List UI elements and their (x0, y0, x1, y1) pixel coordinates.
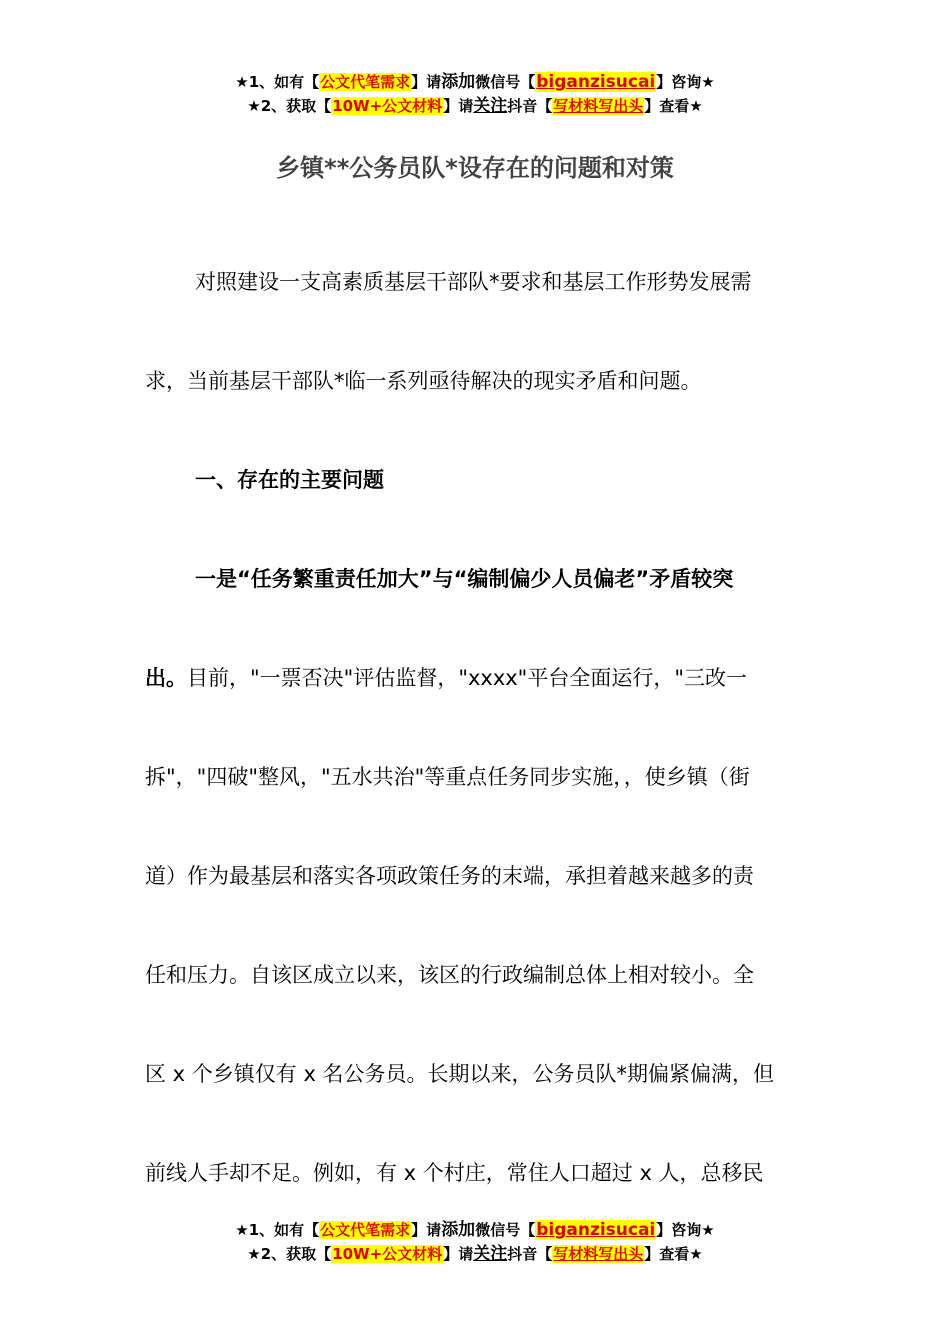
text-line: 前线人手却不足。例如，有 x 个村庄，常住人口超过 x 人，总移民 (145, 1161, 764, 1185)
bold-lead: 出。 (145, 666, 187, 690)
text-line: 一是“任务繁重责任加大”与“编制偏少人员偏老”矛盾较突 (195, 567, 734, 591)
banner-text: 】查看★ (644, 97, 703, 115)
document-body (145, 233, 807, 1223)
banner-highlight: 公文代笔需求 (320, 73, 411, 91)
heading-text: 一、存在的主要问题 (195, 468, 384, 492)
banner-text: 】请 (443, 1245, 474, 1263)
banner-text: 抖音【 (507, 1245, 553, 1263)
top-banner (0, 70, 950, 118)
banner-text: 】请 (443, 97, 474, 115)
banner-emphasis: 关注 (473, 96, 508, 116)
bottom-banner (0, 1218, 950, 1266)
banner-line-1 (0, 1218, 950, 1242)
banner-text: 】咨询★ (656, 1221, 715, 1239)
banner-line-1 (0, 70, 950, 94)
banner-emphasis: 关注 (473, 1244, 508, 1264)
banner-emphasis: 添加 (441, 72, 476, 92)
banner-douyin-id: 写材料写出头 (553, 97, 644, 115)
banner-line-2 (0, 1242, 950, 1266)
banner-text: 】请 (411, 73, 442, 91)
banner-text: 微信号【 (475, 73, 536, 91)
banner-text: ★2、获取【 (247, 1245, 332, 1263)
text-line: 任和压力。自该区成立以来，该区的行政编制总体上相对较小。全 (145, 963, 754, 987)
banner-text: ★2、获取【 (247, 97, 332, 115)
section-heading (145, 431, 807, 530)
text-line: 道）作为最基层和落实各项政策任务的末端，承担着越来越多的责 (145, 864, 754, 888)
banner-text: ★1、如有【 (235, 1221, 320, 1239)
text-line: 区 x 个乡镇仅有 x 名公务员。长期以来，公务员队*期偏紧偏满，但 (145, 1062, 775, 1086)
text-line (145, 629, 807, 728)
paragraph-problem-one (145, 530, 807, 1223)
banner-text: 抖音【 (507, 97, 553, 115)
banner-text: 】请 (411, 1221, 442, 1239)
banner-text: ★1、如有【 (235, 73, 320, 91)
banner-wechat-id: biganzisucai (536, 72, 656, 92)
document-title: 乡镇**公务员队*设存在的问题和对策 (276, 154, 674, 182)
banner-text: 】查看★ (644, 1245, 703, 1263)
text-line: 对照建设一支高素质基层干部队*要求和基层工作形势发展需 (195, 270, 752, 294)
banner-line-2 (0, 94, 950, 118)
banner-wechat-id: biganzisucai (536, 1220, 656, 1240)
banner-emphasis: 添加 (441, 1220, 476, 1240)
banner-text: 微信号【 (475, 1221, 536, 1239)
text-line: 求，当前基层干部队*临一系列亟待解决的现实矛盾和问题。 (145, 369, 702, 393)
banner-text: 】咨询★ (656, 73, 715, 91)
banner-highlight: 公文代笔需求 (320, 1221, 411, 1239)
text-line: 拆"，"四破"整风，"五水共治"等重点任务同步实施，，使乡镇（街 (145, 765, 750, 789)
banner-douyin-id: 写材料写出头 (553, 1245, 644, 1263)
paragraph-intro (145, 233, 807, 431)
text-run: 目前，"一票否决"评估监督，"xxxx"平台全面运行，"三改一 (187, 666, 748, 690)
banner-highlight: 10W+公文材料 (332, 1245, 443, 1263)
banner-highlight: 10W+公文材料 (332, 97, 443, 115)
